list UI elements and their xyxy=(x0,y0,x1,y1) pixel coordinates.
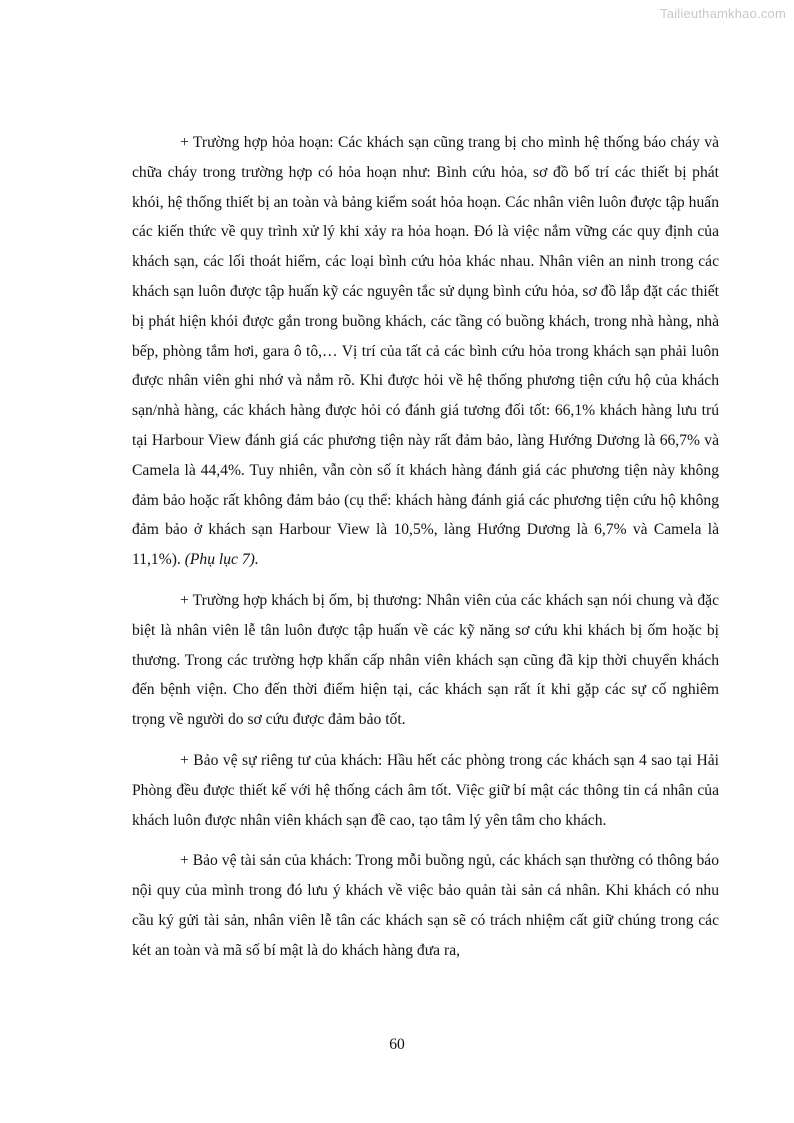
paragraph-fire-safety-text: + Trường hợp hỏa hoạn: Các khách sạn cũng trang bị cho mình hệ thống báo cháy và chữa cháy trong trường hợp có hỏa hoạn như: Bình cứu hỏa, sơ đồ bố trí các thiết bị phát khói, hệ thống thiết bị an toàn và bảng kiểm soát hỏa hoạn. Các nhân viên luôn được tập huấn các kiến thức về quy trình xử lý khi xảy ra hỏa hoạn. Đó là việc nắm vững các quy định của khách sạn, các lối thoát hiểm, các loại bình cứu hỏa khác nhau. Nhân viên an ninh trong các khách sạn luôn được tập huấn kỹ các nguyên tắc sử dụng bình cứu hỏa, sơ đồ lắp đặt các thiết bị phát hiện khói được gắn trong buồng khách, các tầng có buồng khách, trong nhà hàng, nhà bếp, phòng tắm hơi, gara ô tô,… Vị trí của tất cả các bình cứu hỏa trong khách sạn phải luôn được nhân viên ghi nhớ và nắm rõ. Khi được hỏi về hệ thống phương tiện cứu hộ của khách sạn/nhà hàng, các khách hàng được hỏi có đánh giá tương đối tốt: 66,1% khách hàng lưu trú tại Harbour View đánh giá các phương tiện này rất đảm bảo, làng Hướng Dương là 66,7% và Camela là 44,4%. Tuy nhiên, vẫn còn số ít khách hàng đánh giá các phương tiện này không đảm bảo hoặc rất không đảm bảo (cụ thể: khách hàng đánh giá các phương tiện cứu hộ không đảm bảo ở khách sạn Harbour View là 10,5%, làng Hướng Dương là 6,7% và Camela là 11,1%). xyxy=(132,134,719,569)
appendix-reference: (Phụ lục 7). xyxy=(184,551,259,569)
page-number: 60 xyxy=(389,1036,405,1053)
document-body xyxy=(132,128,719,977)
paragraph-sick-injured: + Trường hợp khách bị ốm, bị thương: Nhân viên của các khách sạn nói chung và đặc biệt là nhân viên lễ tân luôn được tập huấn về các kỹ năng sơ cứu khi khách bị ốm hoặc bị thương. Trong các trường hợp khẩn cấp nhân viên khách sạn cũng đã kịp thời chuyển khách đến bệnh viện. Cho đến thời điểm hiện tại, các khách sạn rất ít khi gặp các sự cố nghiêm trọng về người do sơ cứu được đảm bảo tốt. xyxy=(132,591,719,729)
paragraph-fire-safety xyxy=(132,128,719,575)
watermark: Tailieuthamkhao.com xyxy=(660,6,786,21)
paragraph-privacy: + Bảo vệ sự riêng tư của khách: Hầu hết các phòng trong các khách sạn 4 sao tại Hải Phòng đều được thiết kế với hệ thống cách âm tốt. Việc giữ bí mật các thông tin cá nhân của khách luôn được nhân viên khách sạn đề cao, tạo tâm lý yên tâm cho khách. xyxy=(132,751,719,829)
paragraph-property: + Bảo vệ tài sản của khách: Trong mỗi buồng ngủ, các khách sạn thường có thông báo nội quy của mình trong đó lưu ý khách về việc bảo quản tài sản cá nhân. Khi khách có nhu cầu ký gửi tài sản, nhân viên lễ tân các khách sạn sẽ có trách nhiệm cất giữ chúng trong các két an toàn và mã số bí mật là do khách hàng đưa ra, xyxy=(132,852,719,959)
